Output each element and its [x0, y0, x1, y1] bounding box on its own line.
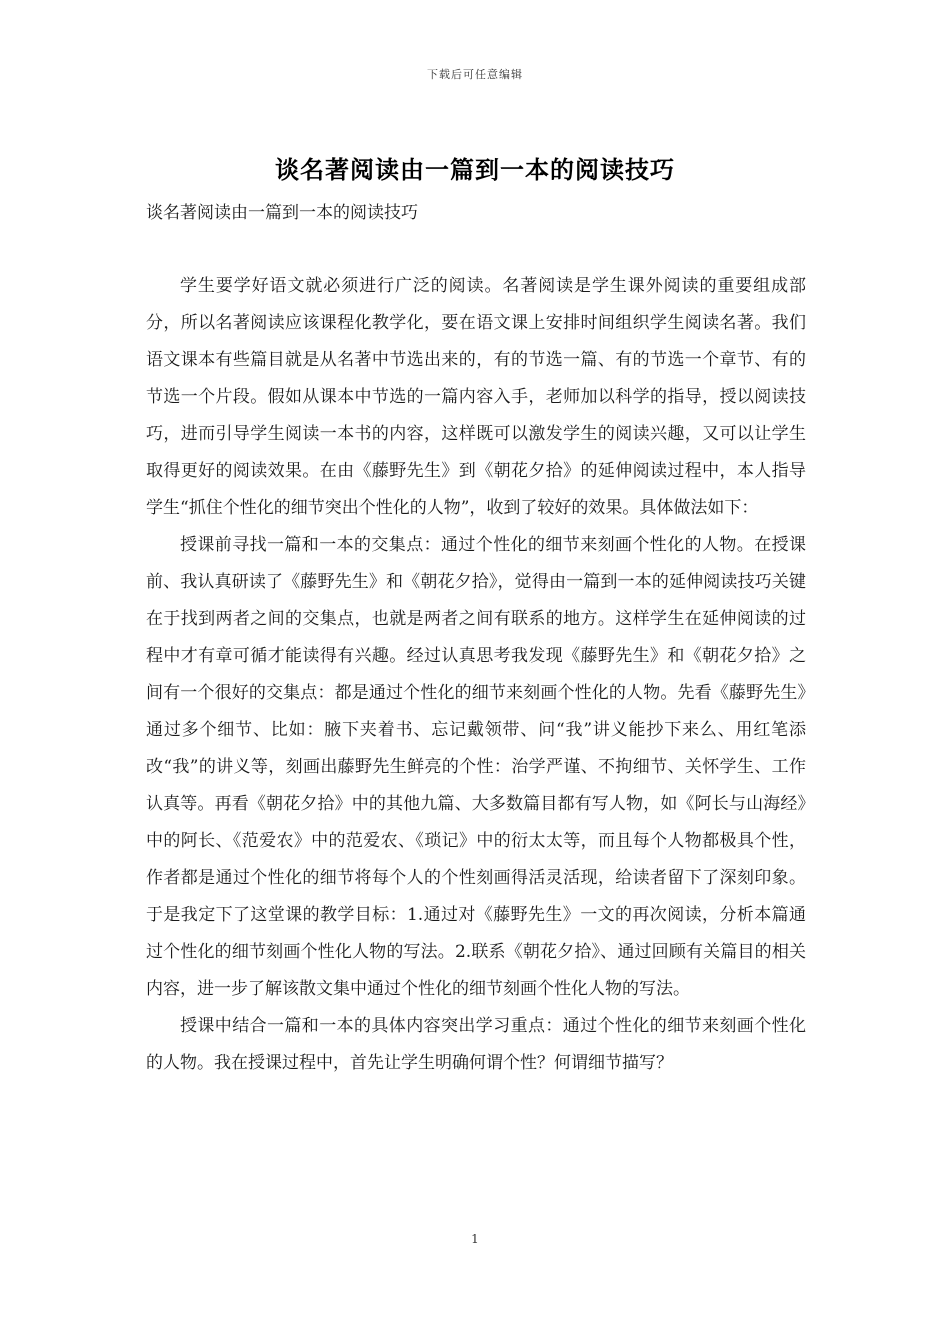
paragraph: 授课前寻找一篇和一本的交集点：通过个性化的细节来刻画个性化的人物。在授课前、我认真研读了《藤野先生》和《朝花夕拾》，觉得由一篇到一本的延伸阅读技巧关键在于找到两者之间的交集点，也就是两者之间有联系的地方。这样学生在延伸阅读的过程中才有章可循才能读得有兴趣。经过认真思考我发现《藤野先生》和《朝花夕拾》之间有一个很好的交集点：都是通过个性化的细节来刻画个性化的人物。先看《藤野先生》通过多个细节、比如：腋下夹着书、忘记戴领带、问“我”讲义能抄下来么、用红笔添改“我”的讲义等，刻画出藤野先生鲜亮的个性：治学严谨、不拘细节、关怀学生、工作认真等。再看《朝花夕拾》中的其他九篇、大多数篇目都有写人物，如《阿长与山海经》中的阿长、《范爱农》中的范爱农、《琐记》中的衍太太等，而且每个人物都极具个性，作者都是通过个性化的细节将每个人的个性刻画得活灵活现，给读者留下了深刻印象。于是我定下了这堂课的教学目标：1.通过对《藤野先生》一文的再次阅读，分析本篇通过个性化的细节刻画个性化人物的写法。2.联系《朝花夕拾》、通过回顾有关篇目的相关内容，进一步了解该散文集中通过个性化的细节刻画个性化人物的写法。: [146, 535, 806, 999]
paragraph: 授课中结合一篇和一本的具体内容突出学习重点：通过个性化的细节来刻画个性化的人物。我在授课过程中，首先让学生明确何谓个性？何谓细节描写？: [146, 1016, 806, 1073]
document-title: 谈名著阅读由一篇到一本的阅读技巧: [275, 155, 675, 184]
document-subtitle: 谈名著阅读由一篇到一本的阅读技巧: [146, 203, 418, 223]
paragraph: 学生要学好语文就必须进行广泛的阅读。名著阅读是学生课外阅读的重要组成部分，所以名著阅读应该课程化教学化，要在语文课上安排时间组织学生阅读名著。我们语文课本有些篇目就是从名著中节选出来的，有的节选一篇、有的节选一个章节、有的节选一个片段。假如从课本中节选的一篇内容入手，老师加以科学的指导，授以阅读技巧，进而引导学生阅读一本书的内容，这样既可以激发学生的阅读兴趣，又可以让学生取得更好的阅读效果。在由《藤野先生》到《朝花夕拾》的延伸阅读过程中，本人指导学生“抓住个性化的细节突出个性化的人物”，收到了较好的效果。具体做法如下：: [146, 276, 806, 518]
header-note: 下载后可任意编辑: [427, 68, 523, 81]
page-number: 1: [471, 1232, 479, 1246]
document-body: [146, 268, 806, 1082]
